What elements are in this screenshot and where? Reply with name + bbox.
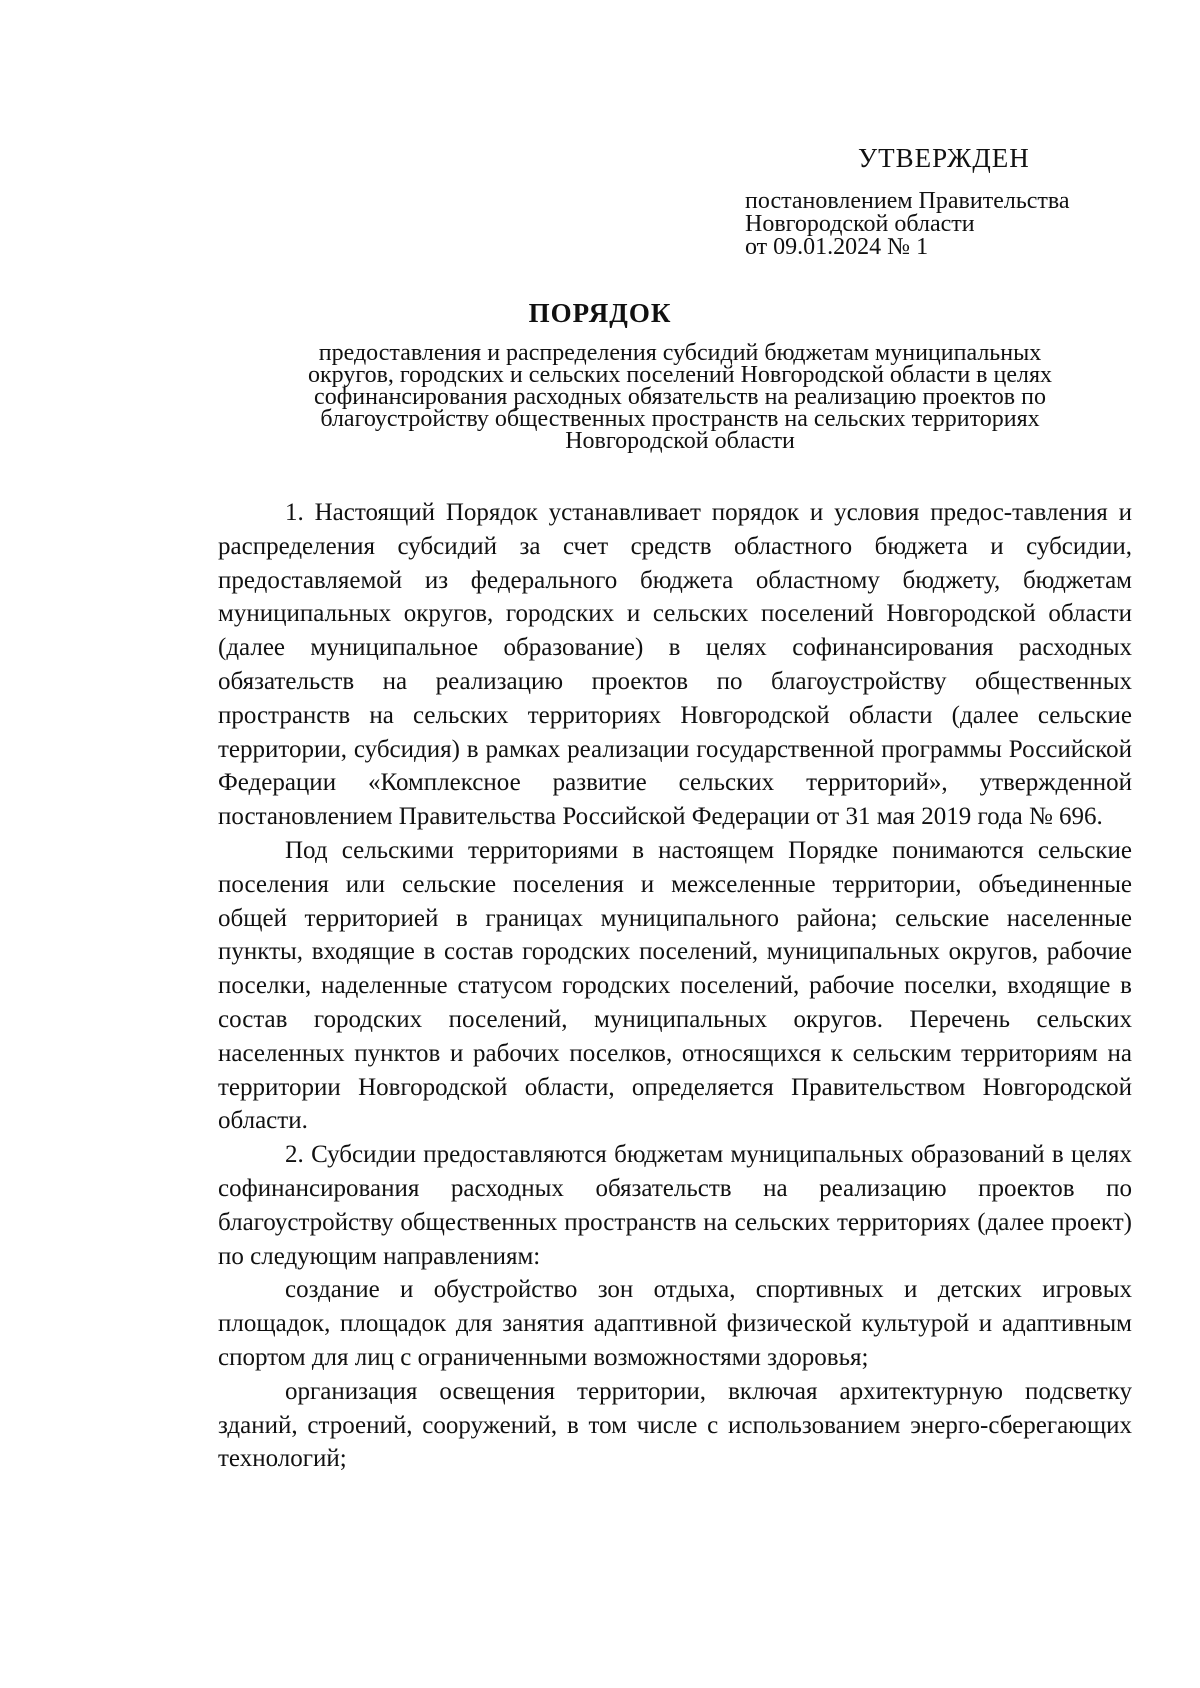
- subtitle-line: предоставления и распределения субсидий бюджетам муниципальных: [318, 340, 1042, 366]
- paragraph-1-purpose: 1. Настоящий Порядок устанавливает порядок и условия предос-тавления и распределения субсидий за счет средств областного бюджета и субсидии, предоставляемой из федерального бюджета областному бюджету, бюджетам муниципальных округов, городских и сельских поселений Новгородской области (далее муниципальное образование) в целях софинансирования расходных обязательств на реализацию проектов по благоустройству общественных пространств на сельских территориях Новгородской области (далее сельские территории, субсидия) в рамках реализации государственной программы Российской Федерации «Комплексное развитие сельских территорий», утвержденной постановлением Правительства Российской Федерации от 31 мая 2019 года № 696.: [218, 499, 1132, 831]
- document-body: [218, 496, 1132, 1476]
- approval-line-date: от 09.01.2024 № 1: [745, 234, 929, 260]
- paragraph-rural-territories-definition: Под сельскими территориями в настоящем Порядке понимаются сельские поселения или сельские поселения и межселенные территории, объединенные общей территорией в границах муниципального района; сельские населенные пункты, входящие в состав городских поселений, муниципальных округов, рабочие поселки, наделенные статусом городских поселений, рабочие поселки, входящие в состав городских поселений, муниципальных округов. Перечень сельских населенных пунктов и рабочих поселков, относящихся к сельским территориям на территории Новгородской области, определяется Правительством Новгородской области.: [218, 836, 1132, 1135]
- approval-heading: УТВЕРЖДЕН: [858, 143, 1030, 173]
- approval-line-decree: постановлением Правительства: [745, 188, 1070, 214]
- subtitle-line: Новгородской области: [565, 428, 795, 454]
- subtitle-line: софинансирования расходных обязательств на реализацию проектов по: [314, 384, 1046, 410]
- subtitle-line: округов, городских и сельских поселений Новгородской области в целях: [308, 362, 1052, 388]
- paragraph-direction-recreation-zones: создание и обустройство зон отдыха, спортивных и детских игровых площадок, площадок для занятия адаптивной физической культурой и адаптивным спортом для лиц с ограниченными возможностями здоровья;: [218, 1276, 1132, 1371]
- document-title: ПОРЯДОК: [528, 298, 672, 328]
- subtitle-line: благоустройству общественных пространств на сельских территориях: [320, 406, 1040, 432]
- paragraph-direction-lighting: организация освещения территории, включая архитектурную подсветку зданий, строений, сооружений, в том числе с использованием энерго-сберегающих технологий;: [218, 1377, 1132, 1473]
- document-subtitle: [230, 342, 1130, 452]
- approval-line-region: Новгородской области: [745, 211, 975, 237]
- paragraph-2-subsidy-directions: 2. Субсидии предоставляются бюджетам муниципальных образований в целях софинансирования расходных обязательств на реализацию проектов по благоустройству общественных пространств на сельских территориях (далее проект) по следующим направлениям:: [218, 1141, 1132, 1270]
